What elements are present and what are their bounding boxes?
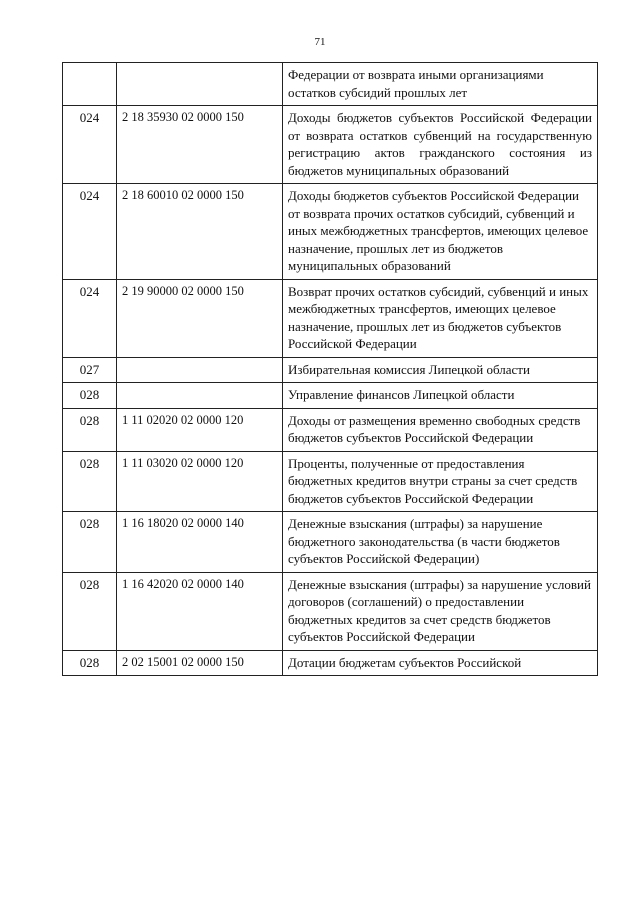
- revenue-description-cell: Возврат прочих остатков субсидий, субвенций и иных межбюджетных трансфертов, имеющих целевое назначение, прошлых лет из бюджетов субъектов Российской Федерации: [283, 279, 598, 357]
- table-row: [63, 650, 598, 676]
- admin-code-cell: 028: [63, 650, 117, 676]
- admin-code-cell: 028: [63, 512, 117, 573]
- revenue-description-cell: Денежные взыскания (штрафы) за нарушение бюджетного законодательства (в части бюджетов субъектов Российской Федерации): [283, 512, 598, 573]
- revenue-description-cell: Доходы от размещения временно свободных средств бюджетов субъектов Российской Федерации: [283, 408, 598, 451]
- revenue-description-cell: Избирательная комиссия Липецкой области: [283, 357, 598, 383]
- table-row: [63, 184, 598, 280]
- table-row: [63, 572, 598, 650]
- revenue-description-cell: Управление финансов Липецкой области: [283, 383, 598, 409]
- budget-classification-code-cell: 1 16 18020 02 0000 140: [117, 512, 283, 573]
- revenue-description-cell: Дотации бюджетам субъектов Российской: [283, 650, 598, 676]
- table-body: [63, 63, 598, 676]
- admin-code-cell: 028: [63, 572, 117, 650]
- budget-classification-code-cell: [117, 357, 283, 383]
- budget-classification-code-cell: 1 16 42020 02 0000 140: [117, 572, 283, 650]
- admin-code-cell: [63, 63, 117, 106]
- revenue-description-cell: Проценты, полученные от предоставления бюджетных кредитов внутри страны за счет средств бюджетов субъектов Российской Федерации: [283, 451, 598, 512]
- budget-classification-code-cell: [117, 63, 283, 106]
- table-row: [63, 63, 598, 106]
- admin-code-cell: 024: [63, 106, 117, 184]
- revenue-description-cell: Денежные взыскания (штрафы) за нарушение условий договоров (соглашений) о предоставлении бюджетных кредитов за счет средств бюджетов субъектов Российской Федерации: [283, 572, 598, 650]
- budget-classification-code-cell: [117, 383, 283, 409]
- revenue-codes-table: [62, 62, 598, 676]
- table-row: [63, 279, 598, 357]
- table-row: [63, 451, 598, 512]
- table-row: [63, 357, 598, 383]
- revenue-description-cell: Доходы бюджетов субъектов Российской Федерации от возврата остатков субвенций на государственную регистрацию актов гражданского состояния из бюджетов муниципальных образований: [283, 106, 598, 184]
- revenue-description-cell: Федерации от возврата иными организациями остатков субсидий прошлых лет: [283, 63, 598, 106]
- table-row: [63, 383, 598, 409]
- budget-classification-code-cell: 2 19 90000 02 0000 150: [117, 279, 283, 357]
- admin-code-cell: 024: [63, 279, 117, 357]
- admin-code-cell: 027: [63, 357, 117, 383]
- admin-code-cell: 028: [63, 408, 117, 451]
- table-row: [63, 408, 598, 451]
- budget-classification-code-cell: 1 11 02020 02 0000 120: [117, 408, 283, 451]
- table-row: [63, 512, 598, 573]
- admin-code-cell: 028: [63, 383, 117, 409]
- budget-classification-code-cell: 2 18 35930 02 0000 150: [117, 106, 283, 184]
- budget-classification-code-cell: 1 11 03020 02 0000 120: [117, 451, 283, 512]
- budget-classification-code-cell: 2 18 60010 02 0000 150: [117, 184, 283, 280]
- table-row: [63, 106, 598, 184]
- revenue-description-cell: Доходы бюджетов субъектов Российской Федерации от возврата прочих остатков субсидий, субвенций и иных межбюджетных трансфертов, имеющих целевое назначение, прошлых лет из бюджетов муниципальных образований: [283, 184, 598, 280]
- budget-classification-code-cell: 2 02 15001 02 0000 150: [117, 650, 283, 676]
- admin-code-cell: 024: [63, 184, 117, 280]
- admin-code-cell: 028: [63, 451, 117, 512]
- page-number: 71: [314, 36, 326, 48]
